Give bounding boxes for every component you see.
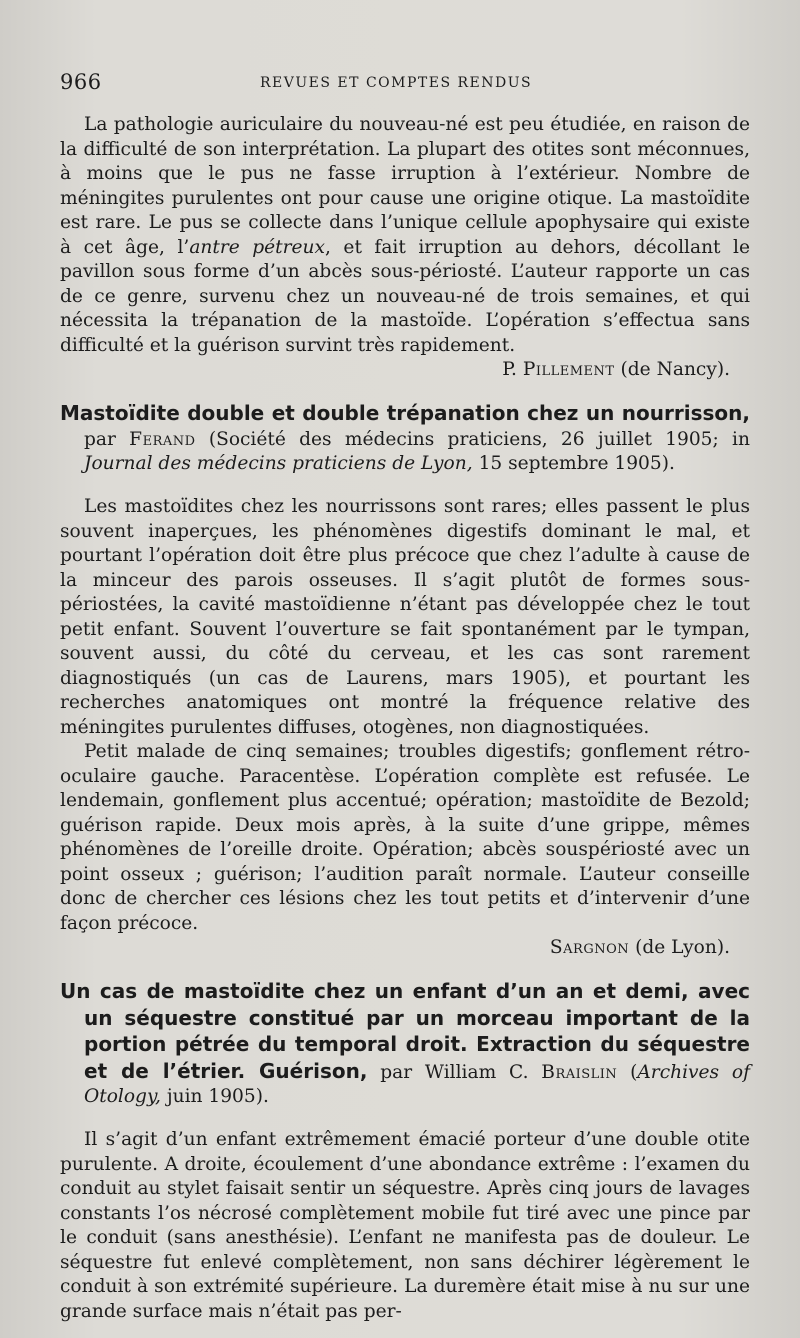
article2-author-last: Braislin [541, 1061, 618, 1083]
article1-paragraph-2: Petit malade de cinq semaines; troubles digestifs; gonflement rétro-oculaire gauche. Paracentèse. L’opération complète est refusée. Le lendemain, gonflement plus accentué; opération; mastoïdite de Bezold; guérison rapide. Deux mois après, à la suite d’une grippe, mêmes phénomènes de l’oreille droite. Opération; abcès souspériosté avec un point osseux ; guérison; l’audition paraît normale. L’auteur conseille donc de chercher ces lésions chez les tout petits et d’intervenir d’une façon précoce. [60, 741, 750, 934]
article2-journal: Archives of Otology, [84, 1061, 750, 1108]
intro-signature: P. Pillement (de Nancy). [502, 359, 730, 380]
running-head: REVUES ET COMPTES RENDUS [260, 75, 533, 91]
article2-heading: Un cas de mastoïdite chez un enfant d’un an et demi, avec un séquestre constitué par un morceau important de la portion pétrée du temporal droit. Extraction du séquestre et de l’étrier. Guérison, par William C. Braislin (Archives of Otology, juin 1905). [60, 979, 750, 1108]
page-number: 966 [60, 70, 102, 94]
page-header [60, 70, 760, 98]
article-mastoidite-double [60, 401, 750, 961]
article1-paragraph-1: Les mastoïdites chez les nourrissons sont rares; elles passent le plus souvent inaperçues, les phénomènes digestifs dominant le mal, et pourtant l’opération doit être plus précoce que chez l’adulte à cause de la minceur des parois osseuses. Il s’agit plutôt de formes sous-périostées, la cavité mastoïdienne n’étant pas développée chez le tout petit enfant. Souvent l’ouverture se fait spontanément par le tympan, souvent aussi, du côté du cerveau, et les cas sont rarement diagnostiqués (un cas de Laurens, mars 1905), et pourtant les recherches anatomiques ont montré la fréquence relative des méningites purulentes diffuses, otogènes, non diagnostiquées. [60, 496, 750, 738]
article1-author: Ferand [129, 428, 196, 450]
article1-heading: Mastoïdite double et double trépanation chez un nourrisson, par Ferand (Société des médecins praticiens, 26 juillet 1905; in Journal des médecins praticiens de Lyon, 15 septembre 1905). [60, 401, 750, 475]
article-mastoidite-sequestre [60, 979, 750, 1324]
article1-signature: Sargnon (de Lyon). [549, 937, 730, 959]
intro-italic-term: antre pétreux [189, 236, 325, 258]
article2-author-first: William C. [424, 1061, 529, 1083]
article2-title: Un cas de mastoïdite chez un enfant d’un an et demi, avec un séquestre constitué par un morceau important de la portion pétrée du temporal droit. Extraction du séquestre et de l’étrier. Guérison, [60, 979, 750, 1083]
article1-journal: Journal des médecins praticiens de Lyon, [84, 453, 473, 475]
body-text [60, 113, 750, 1324]
article2-paragraph-1: Il s’agit d’un enfant extrêmement émacié porteur d’une double otite purulente. A droite, écoulement d’une abondance extrême : l’examen du conduit au stylet faisait sentir un séquestre. Après cinq jours de lavages constants l’os nécrosé complètement mobile fut tiré avec une pince par le conduit (sans anesthésie). L’enfant ne manifesta pas de douleur. Le séquestre fut enlevé complètement, non sans déchirer légèrement le conduit à son extrémité supérieure. La duremère était mise à nu sur une grande surface mais n’était pas per- [60, 1129, 750, 1322]
article1-title: Mastoïdite double et double trépanation chez un nourrisson, [60, 401, 750, 426]
intro-paragraph: La pathologie auriculaire du nouveau-né est peu étudiée, en raison de la difficulté de son interprétation. La plupart des otites sont méconnues, à moins que le pus ne fasse irruption à l’extérieur. Nombre de méningites purulentes ont pour cause une origine otique. La mastoïdite est rare. Le pus se collecte dans l’unique cellule apophysaire qui existe à cet âge, l’antre pétreux, et fait irruption au dehors, décollant le pavillon sous forme d’un abcès sous-périosté. L’auteur rapporte un cas de ce genre, survenu chez un nouveau-né de trois semaines, et qui nécessita la trépanation de la mastoïde. L’opération s’effectua sans difficulté et la guérison survint très rapidement. [60, 114, 750, 356]
